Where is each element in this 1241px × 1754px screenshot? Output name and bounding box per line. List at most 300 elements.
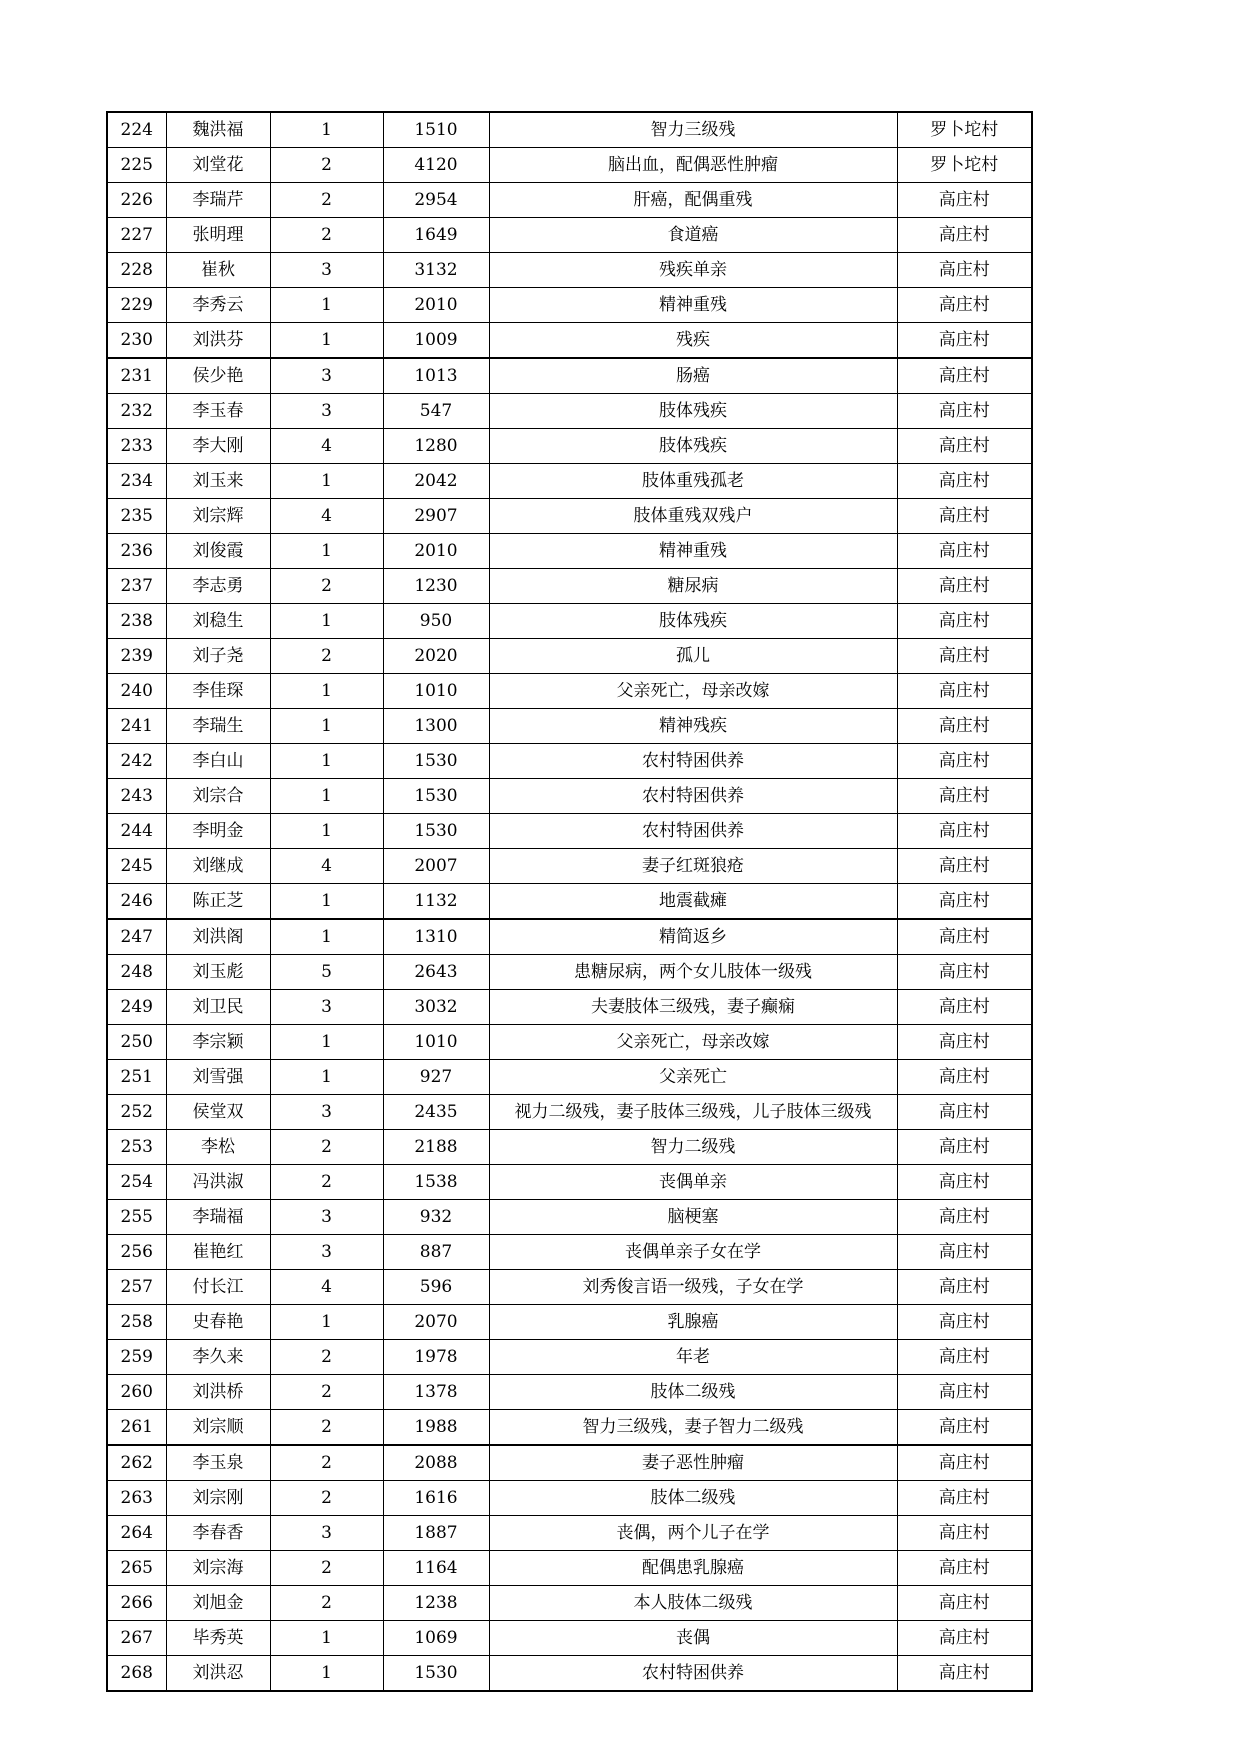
- cell-household-members: 3: [270, 253, 383, 288]
- cell-reason: 妻子恶性肿瘤: [489, 1445, 897, 1481]
- cell-village: 高庄村: [897, 1340, 1032, 1375]
- cell-reason: 妻子红斑狼疮: [489, 849, 897, 884]
- cell-village: 高庄村: [897, 1656, 1032, 1692]
- table-row: [107, 1551, 1032, 1586]
- cell-household-members: 2: [270, 1340, 383, 1375]
- cell-amount: 950: [383, 604, 489, 639]
- cell-serial-number: 255: [107, 1200, 166, 1235]
- cell-household-members: 2: [270, 1130, 383, 1165]
- cell-amount: 1887: [383, 1516, 489, 1551]
- cell-amount: 3132: [383, 253, 489, 288]
- cell-name: 李大刚: [166, 429, 270, 464]
- cell-amount: 887: [383, 1235, 489, 1270]
- cell-reason: 精神残疾: [489, 709, 897, 744]
- cell-name: 崔秋: [166, 253, 270, 288]
- cell-name: 侯堂双: [166, 1095, 270, 1130]
- cell-village: 高庄村: [897, 1165, 1032, 1200]
- table-row: [107, 288, 1032, 323]
- cell-reason: 患糖尿病，两个女儿肢体一级残: [489, 955, 897, 990]
- table-row: [107, 604, 1032, 639]
- cell-reason: 肠癌: [489, 358, 897, 394]
- cell-household-members: 1: [270, 604, 383, 639]
- cell-village: 高庄村: [897, 253, 1032, 288]
- cell-name: 刘卫民: [166, 990, 270, 1025]
- cell-amount: 2010: [383, 288, 489, 323]
- cell-name: 付长江: [166, 1270, 270, 1305]
- cell-serial-number: 240: [107, 674, 166, 709]
- cell-household-members: 2: [270, 1551, 383, 1586]
- cell-household-members: 1: [270, 534, 383, 569]
- cell-village: 高庄村: [897, 1060, 1032, 1095]
- cell-amount: 1132: [383, 884, 489, 920]
- cell-household-members: 1: [270, 1060, 383, 1095]
- cell-village: 高庄村: [897, 709, 1032, 744]
- table-body: [107, 112, 1032, 1691]
- cell-amount: 2088: [383, 1445, 489, 1481]
- cell-village: 高庄村: [897, 1516, 1032, 1551]
- cell-household-members: 4: [270, 849, 383, 884]
- table-row: [107, 1060, 1032, 1095]
- cell-name: 刘玉彪: [166, 955, 270, 990]
- cell-village: 高庄村: [897, 1305, 1032, 1340]
- cell-name: 李佳琛: [166, 674, 270, 709]
- cell-serial-number: 267: [107, 1621, 166, 1656]
- cell-reason: 本人肢体二级残: [489, 1586, 897, 1621]
- cell-serial-number: 262: [107, 1445, 166, 1481]
- cell-serial-number: 241: [107, 709, 166, 744]
- table-row: [107, 148, 1032, 183]
- cell-reason: 父亲死亡，母亲改嫁: [489, 674, 897, 709]
- cell-reason: 肝癌，配偶重残: [489, 183, 897, 218]
- cell-serial-number: 260: [107, 1375, 166, 1410]
- cell-amount: 1649: [383, 218, 489, 253]
- cell-village: 高庄村: [897, 358, 1032, 394]
- cell-village: 高庄村: [897, 1621, 1032, 1656]
- cell-village: 高庄村: [897, 534, 1032, 569]
- cell-village: 高庄村: [897, 429, 1032, 464]
- table-row: [107, 709, 1032, 744]
- cell-name: 刘继成: [166, 849, 270, 884]
- cell-household-members: 3: [270, 394, 383, 429]
- cell-village: 高庄村: [897, 288, 1032, 323]
- table-row: [107, 464, 1032, 499]
- cell-amount: 1530: [383, 744, 489, 779]
- cell-reason: 脑梗塞: [489, 1200, 897, 1235]
- cell-amount: 1530: [383, 779, 489, 814]
- cell-household-members: 1: [270, 323, 383, 359]
- cell-reason: 精神重残: [489, 534, 897, 569]
- cell-serial-number: 238: [107, 604, 166, 639]
- table-row: [107, 1095, 1032, 1130]
- table-row: [107, 323, 1032, 359]
- cell-village: 高庄村: [897, 779, 1032, 814]
- cell-village: 高庄村: [897, 323, 1032, 359]
- cell-household-members: 1: [270, 884, 383, 920]
- cell-reason: 农村特困供养: [489, 779, 897, 814]
- table-row: [107, 394, 1032, 429]
- cell-village: 罗卜坨村: [897, 148, 1032, 183]
- cell-amount: 547: [383, 394, 489, 429]
- cell-household-members: 1: [270, 779, 383, 814]
- cell-serial-number: 245: [107, 849, 166, 884]
- cell-village: 高庄村: [897, 1481, 1032, 1516]
- cell-reason: 智力三级残，妻子智力二级残: [489, 1410, 897, 1446]
- cell-serial-number: 224: [107, 112, 166, 148]
- cell-serial-number: 231: [107, 358, 166, 394]
- table-row: [107, 112, 1032, 148]
- table-row: [107, 1586, 1032, 1621]
- cell-amount: 2070: [383, 1305, 489, 1340]
- cell-household-members: 2: [270, 1410, 383, 1446]
- cell-name: 史春艳: [166, 1305, 270, 1340]
- cell-name: 魏洪福: [166, 112, 270, 148]
- cell-amount: 1164: [383, 1551, 489, 1586]
- cell-household-members: 4: [270, 429, 383, 464]
- cell-name: 李玉春: [166, 394, 270, 429]
- cell-name: 崔艳红: [166, 1235, 270, 1270]
- cell-reason: 丧偶单亲: [489, 1165, 897, 1200]
- cell-reason: 丧偶单亲子女在学: [489, 1235, 897, 1270]
- cell-name: 刘宗合: [166, 779, 270, 814]
- cell-household-members: 1: [270, 1305, 383, 1340]
- table-row: [107, 218, 1032, 253]
- table-row: [107, 990, 1032, 1025]
- cell-household-members: 2: [270, 1445, 383, 1481]
- cell-village: 高庄村: [897, 1095, 1032, 1130]
- cell-name: 刘旭金: [166, 1586, 270, 1621]
- table-row: [107, 1235, 1032, 1270]
- cell-household-members: 1: [270, 288, 383, 323]
- cell-name: 李久来: [166, 1340, 270, 1375]
- cell-reason: 农村特困供养: [489, 1656, 897, 1692]
- cell-name: 毕秀英: [166, 1621, 270, 1656]
- cell-household-members: 2: [270, 1165, 383, 1200]
- cell-amount: 1378: [383, 1375, 489, 1410]
- table-row: [107, 884, 1032, 920]
- cell-serial-number: 226: [107, 183, 166, 218]
- cell-amount: 927: [383, 1060, 489, 1095]
- cell-reason: 孤儿: [489, 639, 897, 674]
- table-row: [107, 499, 1032, 534]
- cell-serial-number: 239: [107, 639, 166, 674]
- cell-amount: 1069: [383, 1621, 489, 1656]
- cell-name: 李春香: [166, 1516, 270, 1551]
- cell-amount: 1538: [383, 1165, 489, 1200]
- cell-name: 李瑞芹: [166, 183, 270, 218]
- cell-name: 刘雪强: [166, 1060, 270, 1095]
- table-row: [107, 955, 1032, 990]
- cell-name: 刘子尧: [166, 639, 270, 674]
- cell-serial-number: 249: [107, 990, 166, 1025]
- cell-serial-number: 232: [107, 394, 166, 429]
- table-row: [107, 814, 1032, 849]
- table-row: [107, 1445, 1032, 1481]
- cell-reason: 智力三级残: [489, 112, 897, 148]
- cell-village: 罗卜坨村: [897, 112, 1032, 148]
- cell-household-members: 2: [270, 569, 383, 604]
- table-row: [107, 919, 1032, 955]
- cell-household-members: 3: [270, 1235, 383, 1270]
- cell-serial-number: 261: [107, 1410, 166, 1446]
- cell-name: 李瑞生: [166, 709, 270, 744]
- table-row: [107, 1025, 1032, 1060]
- table-row: [107, 1481, 1032, 1516]
- cell-amount: 3032: [383, 990, 489, 1025]
- cell-village: 高庄村: [897, 955, 1032, 990]
- cell-name: 冯洪淑: [166, 1165, 270, 1200]
- cell-reason: 食道癌: [489, 218, 897, 253]
- cell-amount: 2188: [383, 1130, 489, 1165]
- cell-household-members: 4: [270, 1270, 383, 1305]
- table-row: [107, 779, 1032, 814]
- table-row: [107, 429, 1032, 464]
- cell-amount: 1010: [383, 674, 489, 709]
- cell-reason: 精神重残: [489, 288, 897, 323]
- cell-serial-number: 244: [107, 814, 166, 849]
- cell-name: 李明金: [166, 814, 270, 849]
- table-row: [107, 1516, 1032, 1551]
- cell-amount: 1530: [383, 1656, 489, 1692]
- cell-reason: 肢体二级残: [489, 1481, 897, 1516]
- cell-serial-number: 257: [107, 1270, 166, 1305]
- cell-reason: 肢体残疾: [489, 394, 897, 429]
- cell-serial-number: 266: [107, 1586, 166, 1621]
- cell-serial-number: 265: [107, 1551, 166, 1586]
- cell-reason: 视力二级残，妻子肢体三级残，儿子肢体三级残: [489, 1095, 897, 1130]
- cell-reason: 丧偶，两个儿子在学: [489, 1516, 897, 1551]
- cell-reason: 配偶患乳腺癌: [489, 1551, 897, 1586]
- table-row: [107, 1656, 1032, 1692]
- cell-amount: 1280: [383, 429, 489, 464]
- cell-name: 刘俊霞: [166, 534, 270, 569]
- cell-serial-number: 236: [107, 534, 166, 569]
- cell-village: 高庄村: [897, 814, 1032, 849]
- table-row: [107, 1375, 1032, 1410]
- cell-name: 刘宗辉: [166, 499, 270, 534]
- cell-household-members: 2: [270, 639, 383, 674]
- cell-amount: 1310: [383, 919, 489, 955]
- cell-village: 高庄村: [897, 1586, 1032, 1621]
- cell-name: 刘宗顺: [166, 1410, 270, 1446]
- cell-household-members: 1: [270, 112, 383, 148]
- cell-amount: 1616: [383, 1481, 489, 1516]
- cell-household-members: 2: [270, 148, 383, 183]
- cell-household-members: 4: [270, 499, 383, 534]
- table-row: [107, 1621, 1032, 1656]
- cell-amount: 2007: [383, 849, 489, 884]
- cell-village: 高庄村: [897, 639, 1032, 674]
- cell-amount: 2435: [383, 1095, 489, 1130]
- cell-household-members: 1: [270, 744, 383, 779]
- cell-amount: 1300: [383, 709, 489, 744]
- cell-village: 高庄村: [897, 183, 1032, 218]
- cell-household-members: 2: [270, 183, 383, 218]
- table-row: [107, 639, 1032, 674]
- cell-household-members: 1: [270, 814, 383, 849]
- cell-name: 刘洪芬: [166, 323, 270, 359]
- cell-reason: 丧偶: [489, 1621, 897, 1656]
- cell-name: 刘堂花: [166, 148, 270, 183]
- cell-serial-number: 246: [107, 884, 166, 920]
- cell-reason: 智力二级残: [489, 1130, 897, 1165]
- table-row: [107, 358, 1032, 394]
- cell-reason: 脑出血，配偶恶性肿瘤: [489, 148, 897, 183]
- table-row: [107, 674, 1032, 709]
- cell-amount: 1530: [383, 814, 489, 849]
- cell-village: 高庄村: [897, 744, 1032, 779]
- cell-reason: 残疾单亲: [489, 253, 897, 288]
- cell-name: 李瑞福: [166, 1200, 270, 1235]
- table-row: [107, 849, 1032, 884]
- cell-village: 高庄村: [897, 919, 1032, 955]
- cell-amount: 2954: [383, 183, 489, 218]
- cell-reason: 肢体重残双残户: [489, 499, 897, 534]
- cell-serial-number: 254: [107, 1165, 166, 1200]
- cell-amount: 1510: [383, 112, 489, 148]
- cell-reason: 乳腺癌: [489, 1305, 897, 1340]
- cell-reason: 肢体重残孤老: [489, 464, 897, 499]
- cell-serial-number: 242: [107, 744, 166, 779]
- cell-name: 李白山: [166, 744, 270, 779]
- cell-reason: 肢体二级残: [489, 1375, 897, 1410]
- cell-name: 刘洪忍: [166, 1656, 270, 1692]
- cell-village: 高庄村: [897, 394, 1032, 429]
- table-row: [107, 1200, 1032, 1235]
- cell-name: 刘宗海: [166, 1551, 270, 1586]
- cell-reason: 肢体残疾: [489, 429, 897, 464]
- cell-household-members: 3: [270, 1516, 383, 1551]
- cell-household-members: 1: [270, 919, 383, 955]
- cell-reason: 农村特困供养: [489, 814, 897, 849]
- cell-name: 李松: [166, 1130, 270, 1165]
- table-row: [107, 569, 1032, 604]
- cell-household-members: 1: [270, 709, 383, 744]
- cell-reason: 残疾: [489, 323, 897, 359]
- cell-name: 刘洪桥: [166, 1375, 270, 1410]
- cell-serial-number: 259: [107, 1340, 166, 1375]
- cell-amount: 1988: [383, 1410, 489, 1446]
- cell-serial-number: 243: [107, 779, 166, 814]
- cell-amount: 2042: [383, 464, 489, 499]
- cell-reason: 农村特困供养: [489, 744, 897, 779]
- cell-name: 张明理: [166, 218, 270, 253]
- table-row: [107, 534, 1032, 569]
- cell-serial-number: 250: [107, 1025, 166, 1060]
- cell-village: 高庄村: [897, 464, 1032, 499]
- cell-amount: 2643: [383, 955, 489, 990]
- cell-serial-number: 264: [107, 1516, 166, 1551]
- cell-reason: 父亲死亡，母亲改嫁: [489, 1025, 897, 1060]
- cell-serial-number: 263: [107, 1481, 166, 1516]
- cell-village: 高庄村: [897, 1445, 1032, 1481]
- cell-serial-number: 251: [107, 1060, 166, 1095]
- assistance-table: [106, 111, 1033, 1692]
- cell-amount: 1010: [383, 1025, 489, 1060]
- cell-village: 高庄村: [897, 674, 1032, 709]
- cell-household-members: 3: [270, 990, 383, 1025]
- cell-serial-number: 258: [107, 1305, 166, 1340]
- cell-village: 高庄村: [897, 884, 1032, 920]
- cell-reason: 年老: [489, 1340, 897, 1375]
- table-row: [107, 183, 1032, 218]
- table-row: [107, 253, 1032, 288]
- table-row: [107, 1340, 1032, 1375]
- table-row: [107, 1305, 1032, 1340]
- cell-village: 高庄村: [897, 1200, 1032, 1235]
- cell-reason: 刘秀俊言语一级残，子女在学: [489, 1270, 897, 1305]
- cell-amount: 596: [383, 1270, 489, 1305]
- cell-name: 李玉泉: [166, 1445, 270, 1481]
- cell-serial-number: 234: [107, 464, 166, 499]
- cell-household-members: 3: [270, 1095, 383, 1130]
- cell-household-members: 1: [270, 674, 383, 709]
- cell-name: 陈正芝: [166, 884, 270, 920]
- cell-household-members: 3: [270, 1200, 383, 1235]
- table-row: [107, 1270, 1032, 1305]
- cell-village: 高庄村: [897, 1025, 1032, 1060]
- table-row: [107, 1165, 1032, 1200]
- cell-household-members: 1: [270, 1621, 383, 1656]
- cell-village: 高庄村: [897, 1270, 1032, 1305]
- cell-household-members: 2: [270, 1586, 383, 1621]
- cell-reason: 糖尿病: [489, 569, 897, 604]
- cell-amount: 2907: [383, 499, 489, 534]
- cell-reason: 地震截瘫: [489, 884, 897, 920]
- cell-amount: 1978: [383, 1340, 489, 1375]
- cell-amount: 1009: [383, 323, 489, 359]
- cell-name: 刘玉来: [166, 464, 270, 499]
- cell-household-members: 1: [270, 1656, 383, 1692]
- cell-household-members: 2: [270, 1481, 383, 1516]
- cell-name: 刘宗刚: [166, 1481, 270, 1516]
- cell-amount: 1230: [383, 569, 489, 604]
- cell-name: 李秀云: [166, 288, 270, 323]
- cell-serial-number: 253: [107, 1130, 166, 1165]
- cell-serial-number: 229: [107, 288, 166, 323]
- cell-serial-number: 227: [107, 218, 166, 253]
- cell-name: 李志勇: [166, 569, 270, 604]
- cell-household-members: 2: [270, 1375, 383, 1410]
- cell-amount: 4120: [383, 148, 489, 183]
- cell-reason: 父亲死亡: [489, 1060, 897, 1095]
- table-row: [107, 744, 1032, 779]
- cell-village: 高庄村: [897, 1235, 1032, 1270]
- cell-reason: 肢体残疾: [489, 604, 897, 639]
- cell-name: 侯少艳: [166, 358, 270, 394]
- cell-village: 高庄村: [897, 604, 1032, 639]
- cell-serial-number: 252: [107, 1095, 166, 1130]
- cell-village: 高庄村: [897, 1410, 1032, 1446]
- cell-reason: 精简返乡: [489, 919, 897, 955]
- cell-village: 高庄村: [897, 569, 1032, 604]
- cell-household-members: 1: [270, 464, 383, 499]
- cell-village: 高庄村: [897, 1130, 1032, 1165]
- cell-serial-number: 228: [107, 253, 166, 288]
- cell-household-members: 1: [270, 1025, 383, 1060]
- cell-name: 李宗颖: [166, 1025, 270, 1060]
- cell-serial-number: 233: [107, 429, 166, 464]
- cell-serial-number: 230: [107, 323, 166, 359]
- table-row: [107, 1130, 1032, 1165]
- cell-name: 刘洪阁: [166, 919, 270, 955]
- cell-serial-number: 247: [107, 919, 166, 955]
- cell-serial-number: 248: [107, 955, 166, 990]
- cell-village: 高庄村: [897, 1551, 1032, 1586]
- cell-amount: 2010: [383, 534, 489, 569]
- cell-village: 高庄村: [897, 990, 1032, 1025]
- cell-reason: 夫妻肢体三级残，妻子癫痫: [489, 990, 897, 1025]
- cell-serial-number: 268: [107, 1656, 166, 1692]
